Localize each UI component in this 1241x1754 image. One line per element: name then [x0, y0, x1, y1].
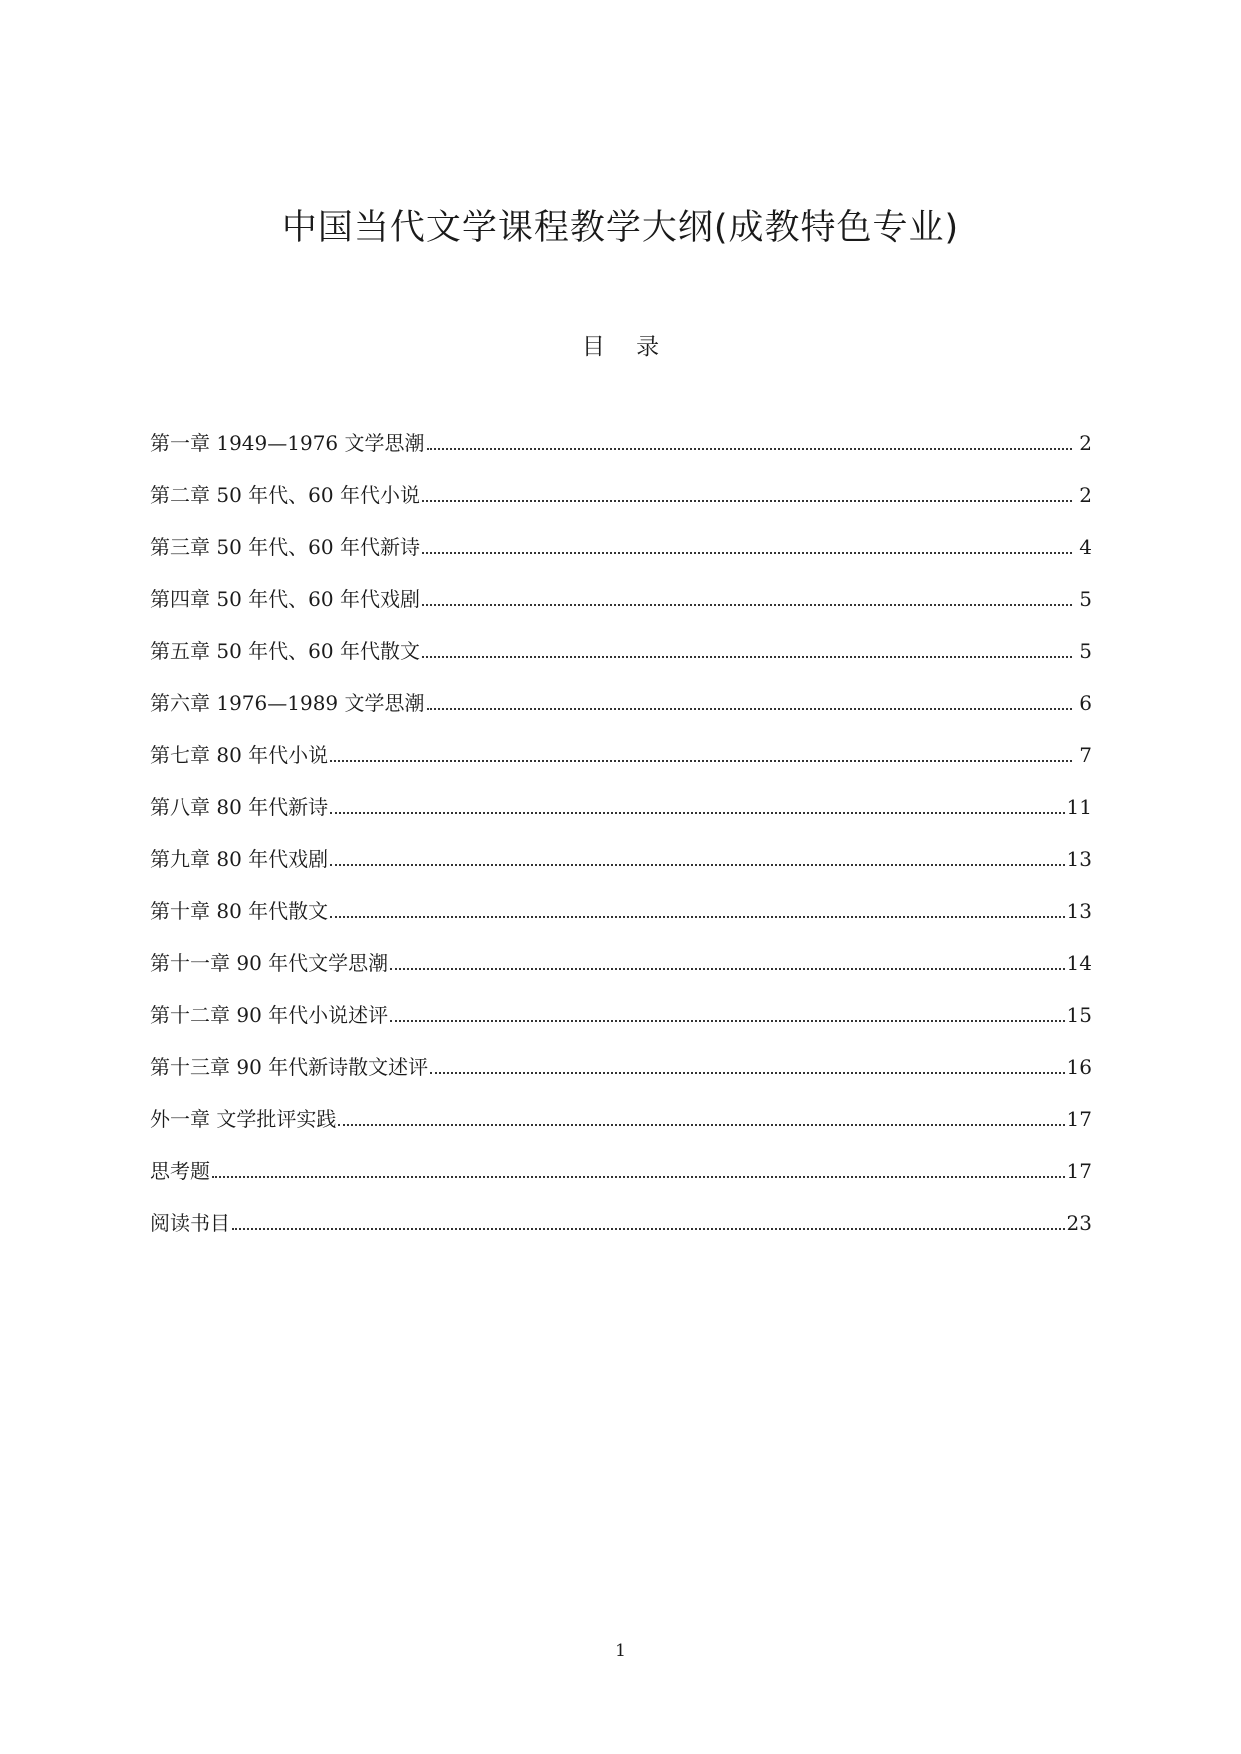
toc-entry-label: 第五章 50 年代、60 年代散文 [150, 639, 420, 663]
dot-leader [390, 1020, 1064, 1022]
dot-leader [232, 1228, 1065, 1230]
toc-entry-label: 第四章 50 年代、60 年代戏剧 [150, 587, 420, 611]
dot-leader [422, 656, 1072, 658]
toc-entry-page: 2 [1079, 483, 1092, 507]
dot-leader [330, 760, 1072, 762]
toc-entry-label: 第一章 1949—1976 文学思潮 [150, 431, 425, 455]
toc-entry[interactable] [150, 844, 1092, 896]
toc-entry-page: 5 [1079, 639, 1092, 663]
toc-entry-label: 第二章 50 年代、60 年代小说 [150, 483, 420, 507]
toc-entry[interactable] [150, 948, 1092, 1000]
toc-entry-page: 17 [1066, 1107, 1092, 1131]
toc-entry[interactable] [150, 1208, 1092, 1260]
page-number: 1 [615, 1641, 626, 1661]
toc-entry-page: 11 [1066, 795, 1092, 819]
toc-entry-label: 第十一章 90 年代文学思潮 [150, 951, 389, 975]
toc-entry-label: 第八章 80 年代新诗 [150, 795, 329, 819]
toc-entry[interactable] [150, 480, 1092, 532]
toc-entry[interactable] [150, 792, 1092, 844]
dot-leader [430, 1072, 1064, 1074]
toc-entry-page: 7 [1079, 743, 1092, 767]
toc-entry[interactable] [150, 896, 1092, 948]
toc-entry[interactable] [150, 584, 1092, 636]
toc-entry-label: 第三章 50 年代、60 年代新诗 [150, 535, 420, 559]
toc-entry-label: 外一章 文学批评实践 [150, 1107, 337, 1131]
dot-leader [330, 812, 1064, 814]
toc-entry-label: 第十三章 90 年代新诗散文述评 [150, 1055, 429, 1079]
toc-entry-label: 第十章 80 年代散文 [150, 899, 329, 923]
dot-leader [422, 552, 1072, 554]
toc-entry-label: 第七章 80 年代小说 [150, 743, 329, 767]
toc-entry-page: 14 [1066, 951, 1092, 975]
dot-leader [338, 1124, 1064, 1126]
toc-entry-page: 2 [1079, 431, 1092, 455]
toc-entry-page: 13 [1066, 847, 1092, 871]
dot-leader [212, 1176, 1065, 1178]
toc-entry-page: 16 [1066, 1055, 1092, 1079]
toc-entry[interactable] [150, 532, 1092, 584]
toc-entry-page: 17 [1066, 1159, 1092, 1183]
toc-entry[interactable] [150, 1000, 1092, 1052]
toc-entry[interactable] [150, 740, 1092, 792]
toc-entry-page: 13 [1066, 899, 1092, 923]
toc-entry[interactable] [150, 688, 1092, 740]
toc-entry-label: 第十二章 90 年代小说述评 [150, 1003, 389, 1027]
toc-entry-label: 第六章 1976—1989 文学思潮 [150, 691, 425, 715]
toc-entry-page: 15 [1066, 1003, 1092, 1027]
toc-entry-page: 6 [1079, 691, 1092, 715]
dot-leader [422, 500, 1072, 502]
toc-entry[interactable] [150, 636, 1092, 688]
toc-entry-page: 23 [1066, 1211, 1092, 1235]
dot-leader [330, 864, 1064, 866]
dot-leader [427, 448, 1072, 450]
dot-leader [422, 604, 1072, 606]
table-of-contents [150, 428, 1092, 1260]
toc-heading: 目 录 [581, 334, 672, 360]
dot-leader [390, 968, 1064, 970]
toc-entry-page: 4 [1079, 535, 1092, 559]
toc-entry-label: 阅读书目 [150, 1211, 230, 1235]
toc-entry-label: 思考题 [150, 1159, 210, 1183]
toc-entry[interactable] [150, 1052, 1092, 1104]
dot-leader [427, 708, 1072, 710]
toc-entry[interactable] [150, 1156, 1092, 1208]
dot-leader [330, 916, 1064, 918]
toc-entry[interactable] [150, 428, 1092, 480]
toc-entry-page: 5 [1079, 587, 1092, 611]
toc-entry-label: 第九章 80 年代戏剧 [150, 847, 329, 871]
document-title: 中国当代文学课程教学大纲(成教特色专业) [281, 208, 960, 248]
toc-entry[interactable] [150, 1104, 1092, 1156]
